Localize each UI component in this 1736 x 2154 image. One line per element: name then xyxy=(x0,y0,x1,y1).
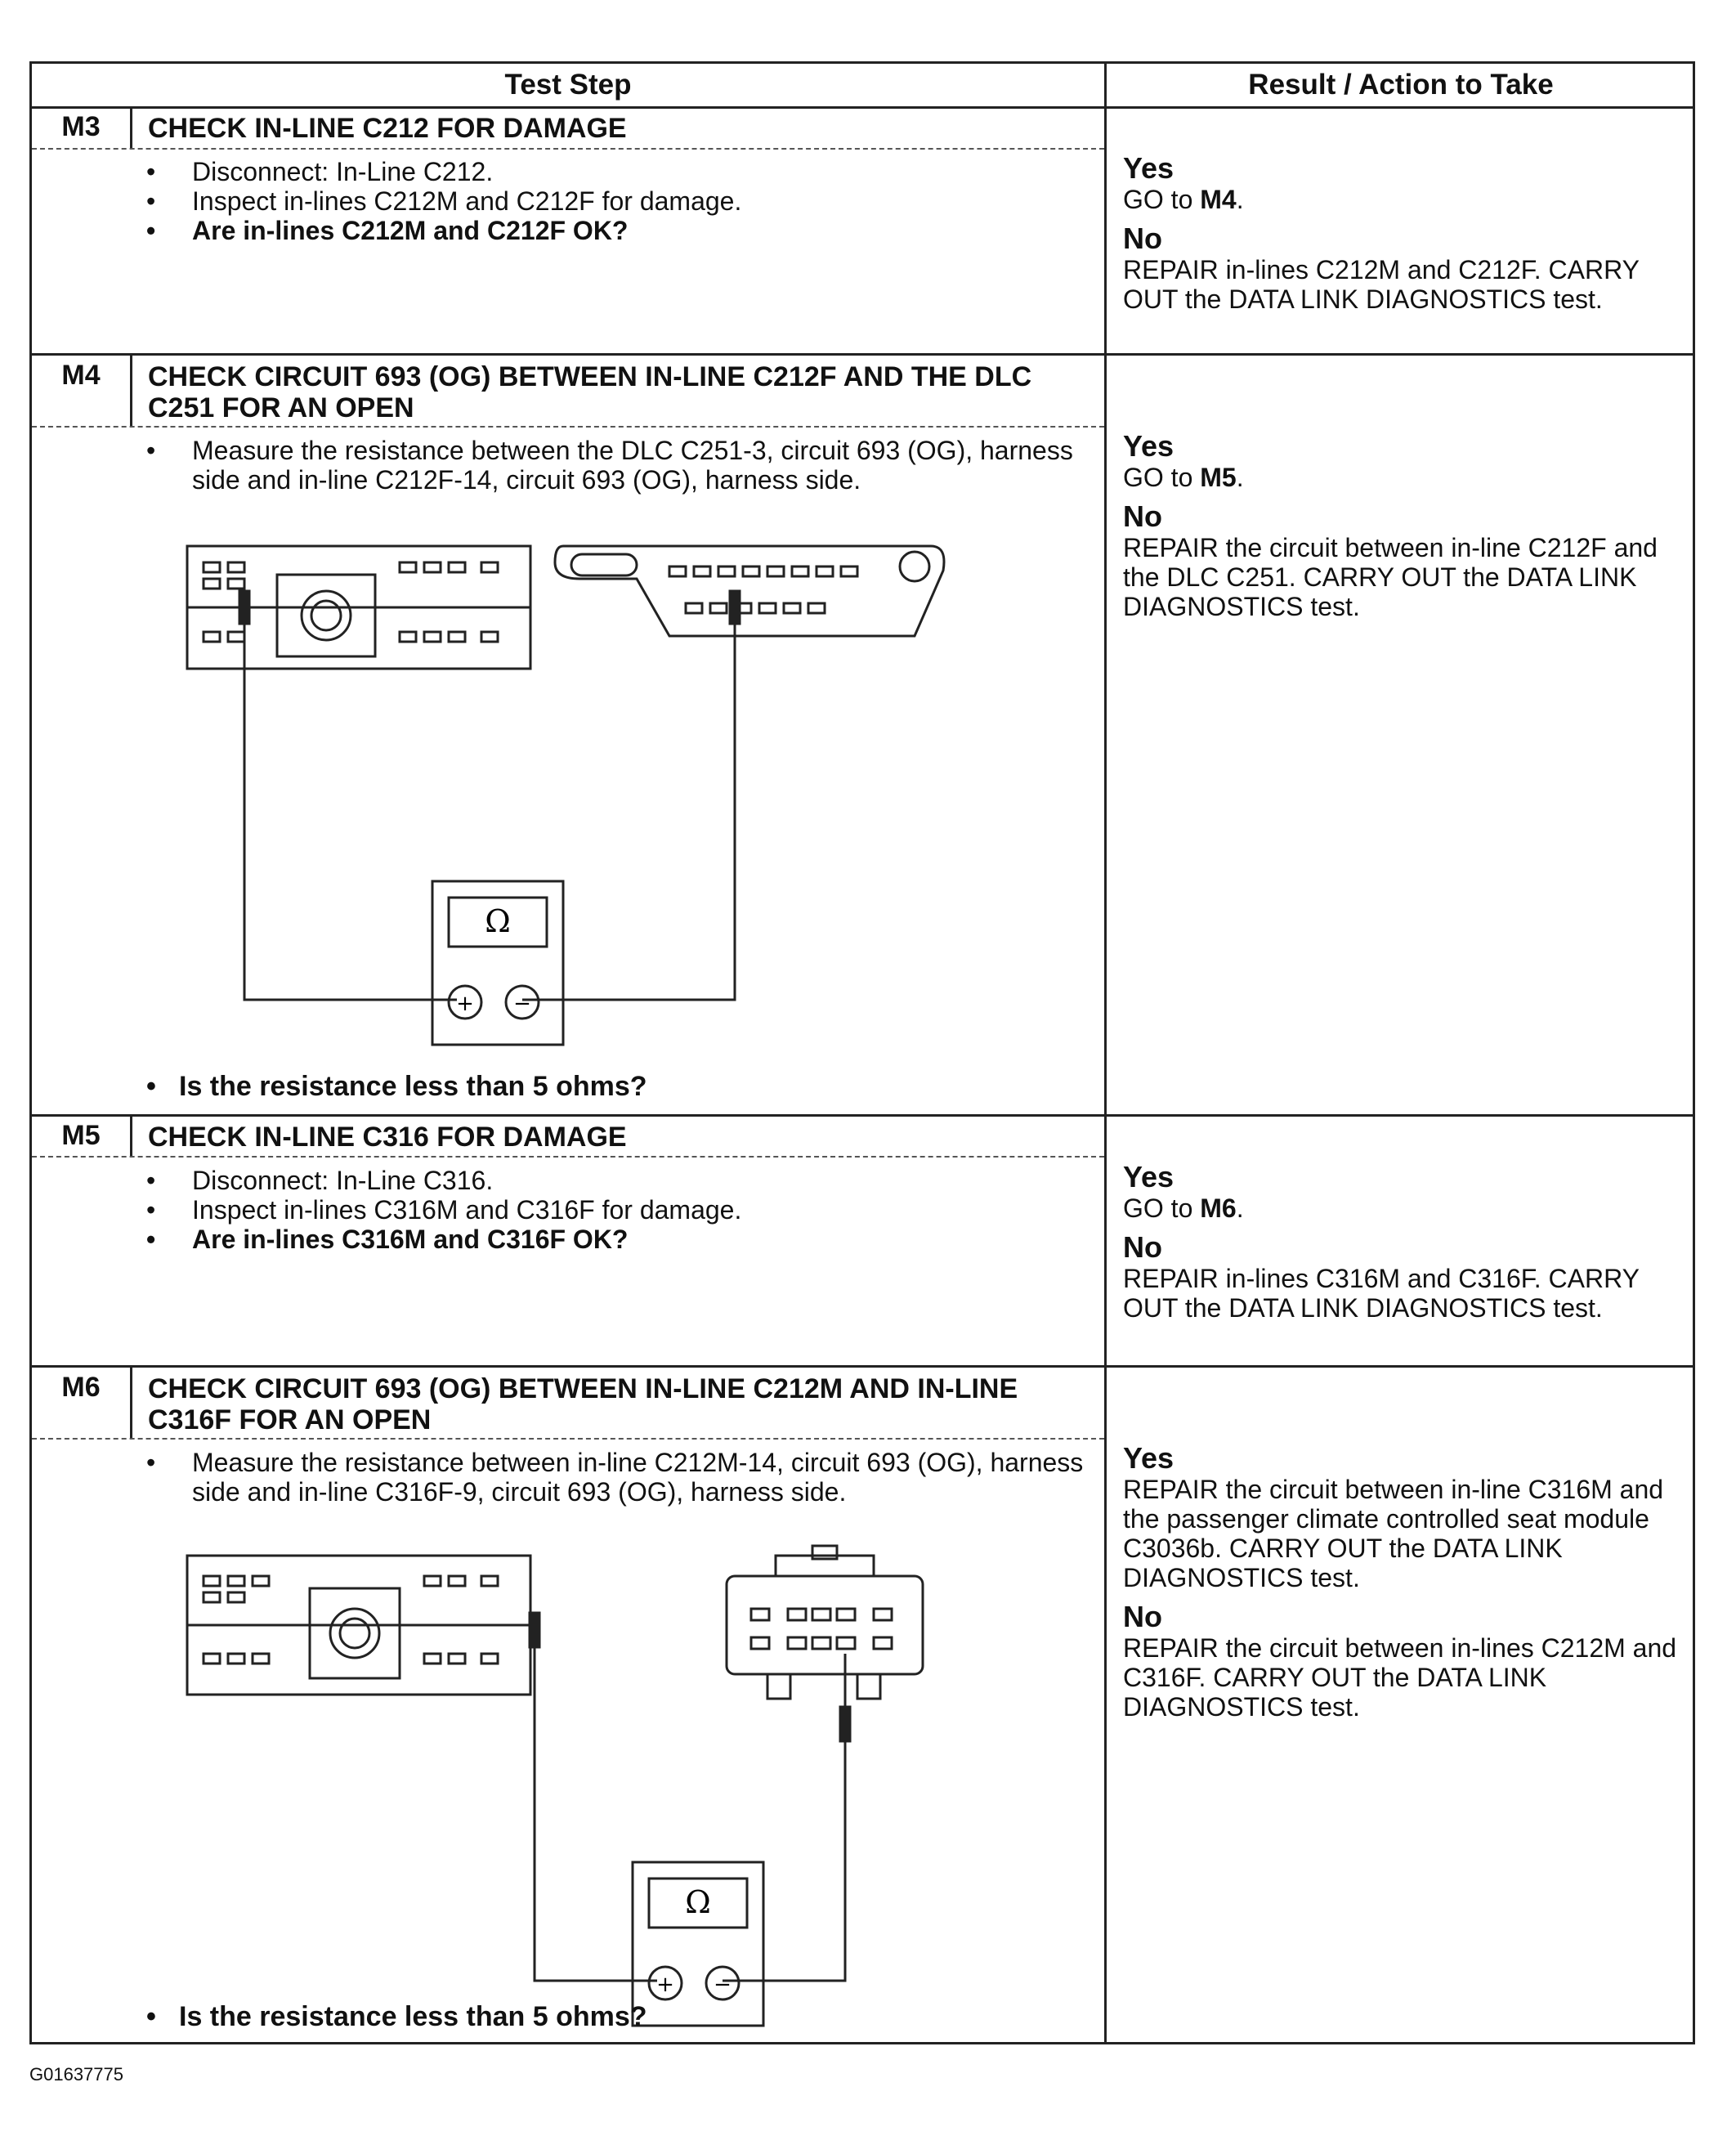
ohm-symbol: Ω xyxy=(485,903,511,939)
column-divider xyxy=(1104,64,1107,2042)
header-test-step: Test Step xyxy=(504,69,632,101)
step-id-m6: M6 xyxy=(61,1372,101,1403)
result-m3 xyxy=(1123,152,1687,314)
connector-dlc-c251 xyxy=(555,546,944,636)
minus-terminal: − xyxy=(714,1973,732,1997)
yes-label: Yes xyxy=(1123,1160,1174,1193)
minus-terminal: − xyxy=(513,992,531,1016)
figure-id: G01637775 xyxy=(29,2064,123,2085)
goto-link[interactable]: M4 xyxy=(1200,185,1237,214)
list-item: • Are in-lines C212M and C212F OK? xyxy=(146,216,1086,245)
list-item: • Measure the resistance between the DLC C251-3, circuit 693 (OG), harness side and in-line C212F-14, circuit 693 (OG), harness side. xyxy=(146,436,1086,495)
yes-label: Yes xyxy=(1123,429,1174,463)
yes-action: GO to M6. xyxy=(1123,1193,1244,1223)
list-item: • Disconnect: In-Line C212. xyxy=(146,157,1086,186)
step-id-m5: M5 xyxy=(61,1120,101,1151)
m6-wiring-diagram xyxy=(179,1539,964,2046)
no-action: REPAIR in-lines C212M and C212F. CARRY OUT the DATA LINK DIAGNOSTICS test. xyxy=(1123,255,1640,314)
yes-action: GO to M4. xyxy=(1123,185,1244,214)
connector-c212m xyxy=(187,1556,530,1695)
yes-action: REPAIR the circuit between in-line C316M and the passenger climate controlled seat module C3036b. CARRY OUT the DATA LINK DIAGNOSTICS test. xyxy=(1123,1475,1664,1592)
result-m6 xyxy=(1123,1442,1687,1722)
yes-label: Yes xyxy=(1123,1441,1174,1475)
header-result: Result / Action to Take xyxy=(1248,69,1554,101)
ohm-symbol: Ω xyxy=(685,1884,711,1920)
step-list-m3 xyxy=(146,157,1086,245)
step-list-m4 xyxy=(146,436,1086,495)
yes-action: GO to M5. xyxy=(1123,463,1244,492)
list-item: • Measure the resistance between in-line C212M-14, circuit 693 (OG), harness side and in-line C316F-9, circuit 693 (OG), harness side. xyxy=(146,1448,1086,1507)
step-list-m6 xyxy=(146,1448,1086,1507)
no-label: No xyxy=(1123,1600,1162,1633)
no-action: REPAIR in-lines C316M and C316F. CARRY OUT the DATA LINK DIAGNOSTICS test. xyxy=(1123,1264,1640,1323)
step-title-m5: CHECK IN-LINE C316 FOR DAMAGE xyxy=(148,1122,627,1153)
no-action: REPAIR the circuit between in-lines C212M and C316F. CARRY OUT the DATA LINK DIAGNOSTICS test. xyxy=(1123,1633,1677,1722)
step-title-m4: CHECK CIRCUIT 693 (OG) BETWEEN IN-LINE C212F AND THE DLC C251 FOR AN OPEN xyxy=(148,361,1032,423)
no-action: REPAIR the circuit between in-line C212F and the DLC C251. CARRY OUT the DATA LINK DIAGNOSTICS test. xyxy=(1123,533,1658,621)
plus-terminal: + xyxy=(456,992,474,1016)
question-m6: • Is the resistance less than 5 ohms? xyxy=(179,2001,647,2033)
list-item: • Inspect in-lines C212M and C212F for damage. xyxy=(146,186,1086,216)
question-m4: • Is the resistance less than 5 ohms? xyxy=(179,1071,647,1103)
m4-wiring-diagram xyxy=(179,530,964,1069)
list-item: • Disconnect: In-Line C316. xyxy=(146,1166,1086,1195)
step-title-m3: CHECK IN-LINE C212 FOR DAMAGE xyxy=(148,113,627,144)
connector-c316f xyxy=(727,1546,923,1699)
step-list-m5 xyxy=(146,1166,1086,1254)
goto-link[interactable]: M6 xyxy=(1200,1193,1237,1223)
step-id-m4: M4 xyxy=(61,360,101,391)
no-label: No xyxy=(1123,499,1162,533)
goto-link[interactable]: M5 xyxy=(1200,463,1237,492)
plus-terminal: + xyxy=(656,1973,674,1997)
list-item: • Are in-lines C316M and C316F OK? xyxy=(146,1225,1086,1254)
probe-leads xyxy=(530,1613,850,1981)
result-m4 xyxy=(1123,430,1687,621)
list-item: • Inspect in-lines C316M and C316F for damage. xyxy=(146,1195,1086,1225)
no-label: No xyxy=(1123,222,1162,255)
test-step-table xyxy=(29,61,1695,2044)
result-m5 xyxy=(1123,1161,1687,1323)
step-id-m3: M3 xyxy=(61,111,101,142)
yes-label: Yes xyxy=(1123,151,1174,185)
header-divider xyxy=(32,106,1693,109)
step-title-m6: CHECK CIRCUIT 693 (OG) BETWEEN IN-LINE C212M AND IN-LINE C316F FOR AN OPEN xyxy=(148,1373,1018,1435)
no-label: No xyxy=(1123,1230,1162,1264)
